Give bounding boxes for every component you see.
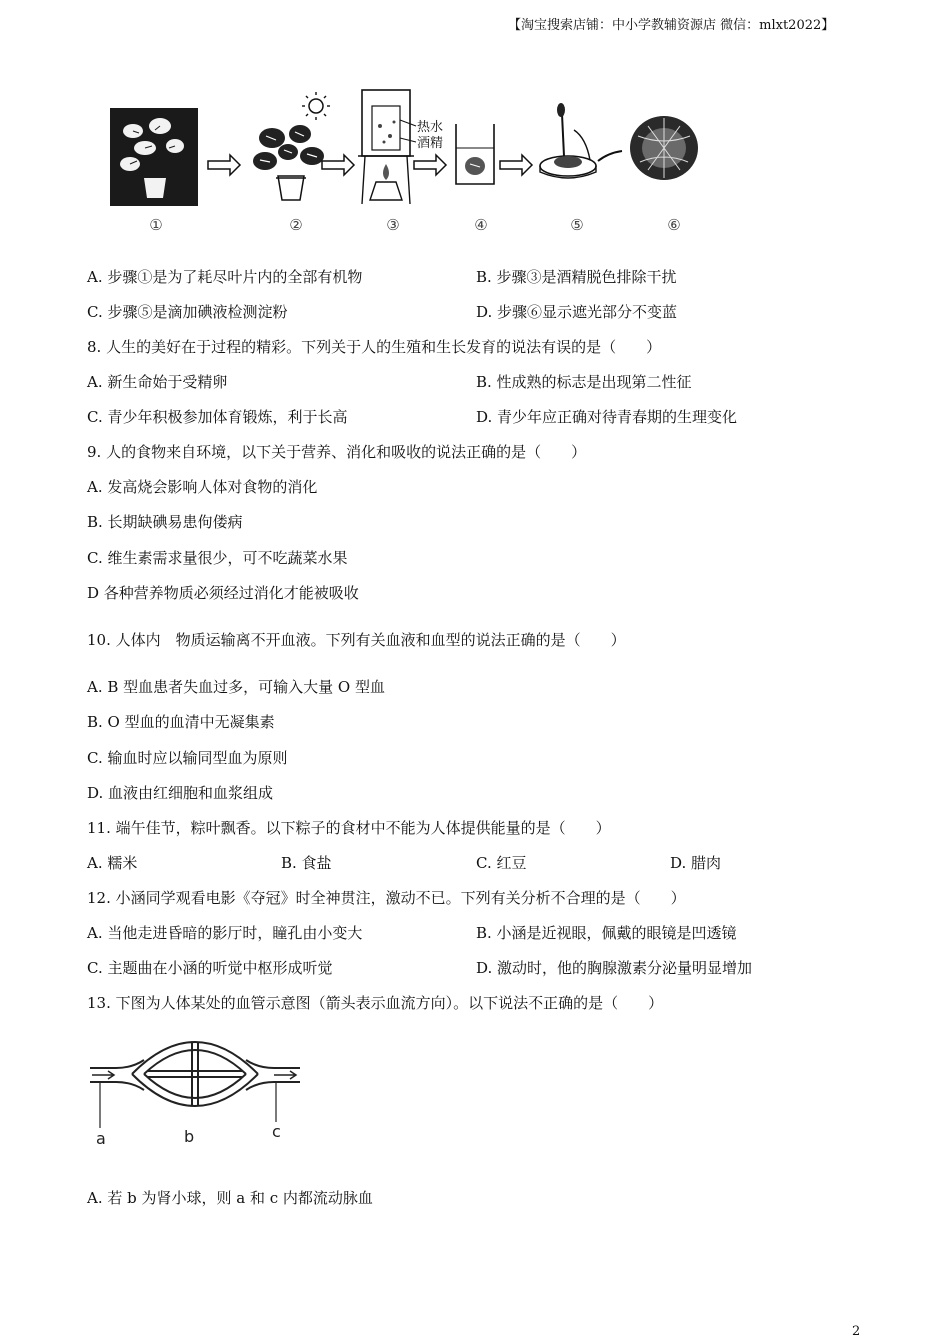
q12-option-a: A. 当他走进昏暗的影厅时，瞳孔由小变大 bbox=[87, 924, 363, 942]
arrow-icon bbox=[322, 155, 354, 175]
arrow-icon bbox=[500, 155, 532, 175]
step-4-label: ④ bbox=[474, 216, 488, 234]
step-5-label: ⑤ bbox=[570, 216, 584, 234]
q13-stem: 13. 下图为人体某处的血管示意图（箭头表示血流方向）。以下说法不正确的是（ ） bbox=[87, 994, 664, 1012]
q7-option-b: B. 步骤③是酒精脱色排除干扰 bbox=[476, 268, 677, 286]
alcohol-label: 酒精 bbox=[417, 136, 444, 151]
q11-option-a: A. 糯米 bbox=[87, 854, 138, 872]
arrow-icon bbox=[208, 155, 240, 175]
label-a: a bbox=[96, 1129, 106, 1148]
q12-stem: 12. 小涵同学观看电影《夺冠》时全神贯注，激动不已。下列有关分析不合理的是（ ） bbox=[87, 889, 686, 907]
q10-stem: 10. 人体内 物质运输离不开血液。下列有关血液和血型的说法正确的是（ ） bbox=[87, 631, 626, 649]
q9-option-c: C. 维生素需求量很少，可不吃蔬菜水果 bbox=[87, 549, 348, 567]
water-bath-apparatus-image bbox=[358, 90, 443, 204]
q12-option-c: C. 主题曲在小涵的听觉中枢形成听觉 bbox=[87, 959, 333, 977]
q11-option-d: D. 腊肉 bbox=[670, 854, 722, 872]
stained-leaf-image bbox=[630, 116, 698, 180]
q9-option-a: A. 发高烧会影响人体对食物的消化 bbox=[87, 478, 318, 496]
beaker-leaf-image bbox=[456, 124, 494, 184]
label-b: b bbox=[184, 1127, 195, 1146]
hot-water-label: 热水 bbox=[417, 120, 444, 135]
q8-option-d: D. 青少年应正确对待青春期的生理变化 bbox=[476, 408, 738, 426]
arrow-icon bbox=[598, 151, 622, 161]
step-2-label: ② bbox=[289, 216, 303, 234]
step-6-label: ⑥ bbox=[667, 216, 681, 234]
q8-option-c: C. 青少年积极参加体育锻炼，利于长高 bbox=[87, 408, 348, 426]
dropper-petri-dish-image bbox=[540, 103, 596, 178]
page-header: 【淘宝搜索店铺：中小学教辅资源店 微信：mlxt2022】 bbox=[508, 18, 835, 33]
plant-in-sunlight-image bbox=[253, 92, 330, 200]
q9-option-d: D 各种营养物质必须经过消化才能被吸收 bbox=[87, 584, 359, 602]
q10-option-c: C. 输血时应以输同型血为原则 bbox=[87, 749, 288, 767]
q9-option-b: B. 长期缺碘易患佝偻病 bbox=[87, 513, 243, 531]
step-3-label: ③ bbox=[386, 216, 400, 234]
blood-vessel-diagram bbox=[88, 1030, 302, 1150]
step-1-label: ① bbox=[149, 216, 163, 234]
q8-option-a: A. 新生命始于受精卵 bbox=[87, 373, 228, 391]
experiment-steps-figure bbox=[100, 86, 710, 238]
q10-option-a: A. B 型血患者失血过多，可输入大量 O 型血 bbox=[87, 678, 385, 696]
q7-option-d: D. 步骤⑥显示遮光部分不变蓝 bbox=[476, 303, 678, 321]
q8-stem: 8. 人生的美好在于过程的精彩。下列关于人的生殖和生长发育的说法有误的是（ ） bbox=[87, 338, 662, 356]
q10-option-d: D. 血液由红细胞和血浆组成 bbox=[87, 784, 274, 802]
q11-option-c: C. 红豆 bbox=[476, 854, 527, 872]
q12-option-b: B. 小涵是近视眼，佩戴的眼镜是凹透镜 bbox=[476, 924, 737, 942]
q8-option-b: B. 性成熟的标志是出现第二性征 bbox=[476, 373, 692, 391]
q10-option-b: B. O 型血的血清中无凝集素 bbox=[87, 713, 275, 731]
arrow-icon bbox=[414, 155, 446, 175]
q9-stem: 9. 人的食物来自环境，以下关于营养、消化和吸收的说法正确的是（ ） bbox=[87, 443, 587, 461]
q7-option-c: C. 步骤⑤是滴加碘液检测淀粉 bbox=[87, 303, 288, 321]
q11-option-b: B. 食盐 bbox=[281, 854, 332, 872]
q11-stem: 11. 端午佳节，粽叶飘香。以下粽子的食材中不能为人体提供能量的是（ ） bbox=[87, 819, 611, 837]
q13-option-a: A. 若 b 为肾小球，则 a 和 c 内都流动脉血 bbox=[87, 1189, 373, 1207]
page-number: 2 bbox=[852, 1324, 861, 1339]
dark-box-plant-image bbox=[110, 108, 198, 206]
label-c: c bbox=[272, 1122, 281, 1141]
q7-option-a: A. 步骤①是为了耗尽叶片内的全部有机物 bbox=[87, 268, 363, 286]
q12-option-d: D. 激动时，他的胸腺激素分泌量明显增加 bbox=[476, 959, 753, 977]
